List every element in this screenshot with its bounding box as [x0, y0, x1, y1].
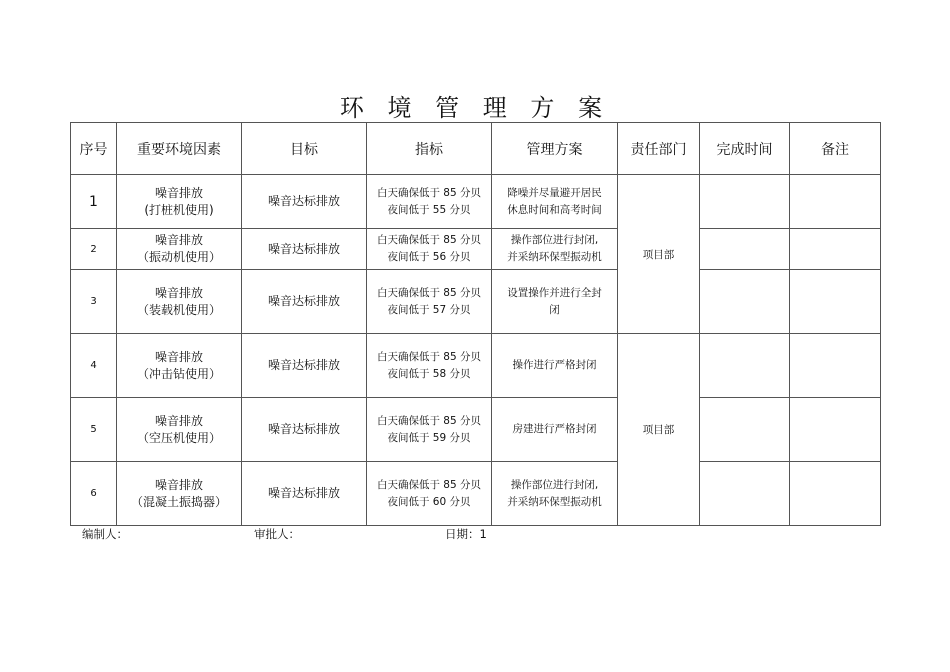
row-index — [367, 334, 492, 398]
row-index — [367, 270, 492, 334]
row-no: 1 — [71, 175, 117, 229]
row-index — [367, 229, 492, 270]
document-title: 环 境 管 理 方 案 — [339, 94, 611, 122]
header-remark: 备注 — [790, 123, 881, 175]
plan-line: 闭 — [549, 303, 560, 316]
index-line: 白天确保低于 85 分贝 — [376, 414, 482, 427]
plan-line: 降噪并尽量避开居民 — [507, 186, 602, 199]
factor-line: 噪音排放 — [154, 233, 203, 247]
row-finish-time — [700, 398, 790, 462]
row-plan — [492, 229, 618, 270]
index-line: 夜间低于 59 分贝 — [387, 431, 471, 444]
plan-line: 并采纳环保型振动机 — [507, 495, 602, 508]
header-finish-time: 完成时间 — [700, 123, 790, 175]
table-row — [71, 175, 881, 229]
table-row — [71, 398, 881, 462]
environment-plan-table — [70, 122, 881, 526]
plan-line: 操作部位进行封闭, — [510, 234, 599, 246]
row-factor — [117, 270, 242, 334]
row-index — [367, 462, 492, 526]
row-no: 6 — [71, 462, 117, 526]
row-plan — [492, 175, 618, 229]
factor-line: 噪音排放 — [154, 413, 203, 428]
dept-cell-group2: 项目部 — [618, 334, 700, 526]
factor-line: 噪音排放 — [154, 349, 203, 364]
approver-label: 审批人： — [254, 527, 300, 541]
index-line: 白天确保低于 85 分贝 — [376, 478, 482, 491]
row-goal: 噪音达标排放 — [242, 462, 367, 526]
row-goal: 噪音达标排放 — [242, 270, 367, 334]
row-remark — [790, 229, 881, 270]
row-remark — [790, 270, 881, 334]
plan-line: 设置操作并进行全封 — [507, 286, 602, 299]
dept-cell-group1: 项目部 — [618, 175, 700, 334]
index-line: 夜间低于 56 分贝 — [387, 251, 471, 263]
table-row — [71, 270, 881, 334]
row-index — [367, 398, 492, 462]
plan-line: 并采纳环保型振动机 — [507, 251, 602, 263]
row-finish-time — [700, 175, 790, 229]
index-line: 夜间低于 55 分贝 — [387, 203, 471, 216]
date-label: 日期：1 — [445, 527, 487, 541]
header-index: 指标 — [367, 123, 492, 175]
row-plan: 操作进行严格封闭 — [492, 334, 618, 398]
factor-line: （装载机使用） — [136, 302, 221, 317]
row-factor — [117, 462, 242, 526]
index-line: 夜间低于 60 分贝 — [387, 495, 471, 508]
row-no: 4 — [71, 334, 117, 398]
index-line: 白天确保低于 85 分贝 — [376, 350, 482, 363]
plan-line: 操作部位进行封闭, — [510, 478, 599, 491]
row-index — [367, 175, 492, 229]
row-no: 5 — [71, 398, 117, 462]
index-line: 夜间低于 57 分贝 — [387, 303, 471, 316]
index-line: 白天确保低于 85 分贝 — [376, 234, 482, 246]
factor-line: 噪音排放 — [154, 477, 203, 492]
index-line: 白天确保低于 85 分贝 — [376, 186, 482, 199]
header-dept: 责任部门 — [618, 123, 700, 175]
row-remark — [790, 334, 881, 398]
index-line: 白天确保低于 85 分贝 — [376, 286, 482, 299]
row-remark — [790, 175, 881, 229]
row-finish-time — [700, 462, 790, 526]
table-row — [71, 462, 881, 526]
row-factor — [117, 398, 242, 462]
row-plan — [492, 270, 618, 334]
factor-line: 噪音排放 — [154, 285, 203, 300]
plan-line: 休息时间和高考时间 — [507, 203, 602, 216]
factor-line: （空压机使用） — [136, 430, 221, 445]
factor-line: (打桩机使用) — [144, 202, 214, 217]
compiler-label: 编制人： — [82, 527, 128, 541]
header-plan: 管理方案 — [492, 123, 618, 175]
factor-line: （振动机使用） — [136, 250, 221, 264]
row-remark — [790, 398, 881, 462]
row-factor — [117, 334, 242, 398]
header-no: 序号 — [71, 123, 117, 175]
header-goal: 目标 — [242, 123, 367, 175]
index-line: 夜间低于 58 分贝 — [387, 367, 471, 380]
row-goal: 噪音达标排放 — [242, 398, 367, 462]
row-goal: 噪音达标排放 — [242, 334, 367, 398]
table-row — [71, 334, 881, 398]
row-remark — [790, 462, 881, 526]
row-no: 3 — [71, 270, 117, 334]
table-row — [71, 229, 881, 270]
table-header-row — [71, 123, 881, 175]
row-factor — [117, 175, 242, 229]
row-goal: 噪音达标排放 — [242, 175, 367, 229]
factor-line: （冲击钻使用） — [136, 366, 221, 381]
row-plan — [492, 462, 618, 526]
signature-footer — [82, 526, 682, 542]
header-factor: 重要环境因素 — [117, 123, 242, 175]
row-plan: 房建进行严格封闭 — [492, 398, 618, 462]
row-no: 2 — [71, 229, 117, 270]
factor-line: （混凝土振捣器） — [130, 494, 227, 509]
row-finish-time — [700, 229, 790, 270]
row-factor — [117, 229, 242, 270]
row-finish-time — [700, 334, 790, 398]
factor-line: 噪音排放 — [154, 185, 203, 200]
row-finish-time — [700, 270, 790, 334]
row-goal: 噪音达标排放 — [242, 229, 367, 270]
